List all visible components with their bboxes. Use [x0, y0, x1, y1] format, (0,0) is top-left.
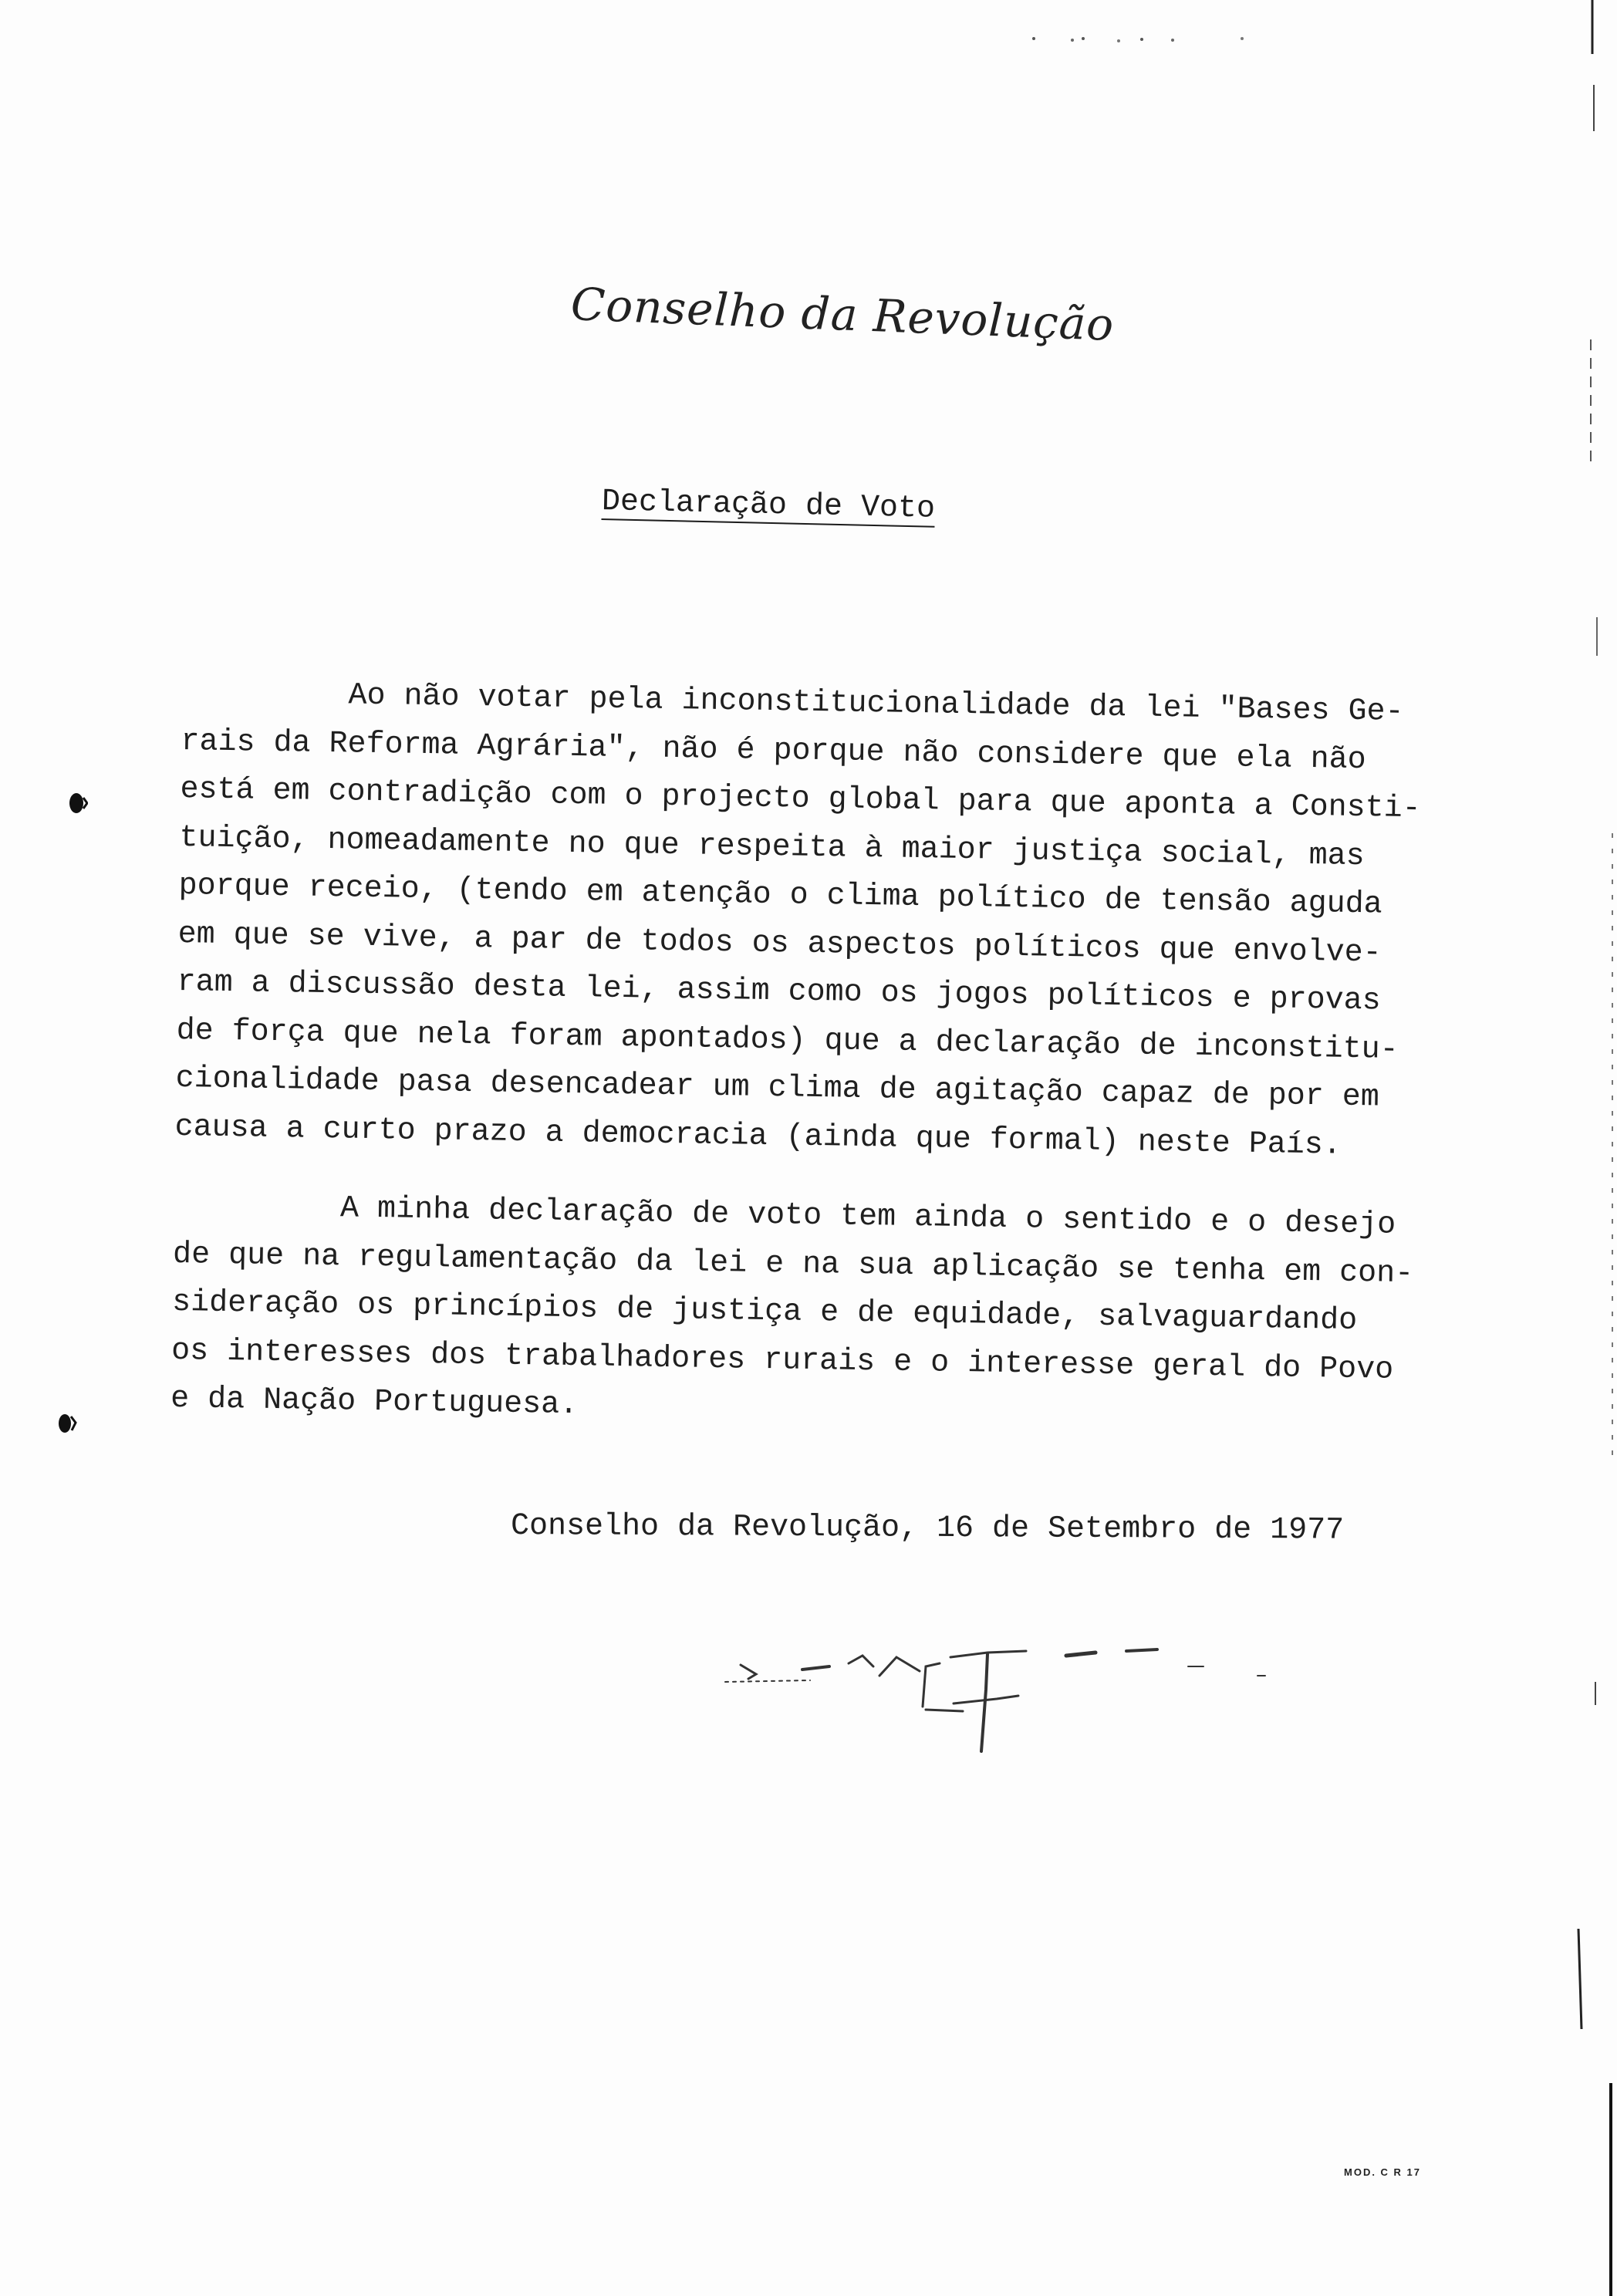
text-line: ram a discussão desta lei, assim como os jogos políticos e provas — [177, 964, 1382, 1019]
text-line: e da Nação Portuguesa. — [170, 1381, 579, 1423]
text-line: está em contradição com o projecto global para que aponta a Consti- — [180, 772, 1421, 827]
signoff-place-date: Conselho da Revolução, 16 de Setembro de 1977 — [510, 1509, 1345, 1548]
paragraph-1 — [174, 670, 1509, 1173]
text-line: de que na regulamentação da lei e na sua aplicação se tenha em con- — [172, 1237, 1414, 1292]
paragraph-2 — [170, 1183, 1501, 1444]
text-line: sideração os princípios de justiça e de equidade, salvaguardando — [171, 1285, 1358, 1339]
page-title: Declaração de Voto — [601, 485, 936, 527]
punch-hole-top-icon — [68, 790, 88, 816]
letterhead: Conselho da Revolução — [569, 278, 1116, 352]
text-line: cionalidade pasa desencadear um clima de agitação capaz de por em — [175, 1061, 1380, 1116]
declaration-body — [170, 670, 1509, 1444]
text-line: em que se vive, a par de todos os aspectos políticos que envolve- — [177, 917, 1382, 971]
punch-hole-bottom-icon — [57, 1410, 77, 1437]
signature-icon — [694, 1636, 1296, 1774]
form-code: MOD. C R 17 — [1344, 2166, 1422, 2178]
text-line: porque receio, (tendo em atenção o clima político de tensão aguda — [178, 868, 1383, 923]
text-line: causa a curto prazo a democracia (ainda que formal) neste País. — [174, 1109, 1342, 1163]
text-line: de força que nela foram apontados) que a declaração de inconstitu- — [176, 1013, 1399, 1068]
text-line: A minha declaração de voto tem ainda o sentido e o desejo — [173, 1188, 1396, 1243]
text-line: Ao não votar pela inconstitucionalidade da lei "Bases Ge- — [181, 675, 1404, 730]
scan-edge-marks — [1574, 0, 1617, 2296]
text-line: rais da Reforma Agrária", não é porque não considere que ela não — [181, 724, 1366, 778]
text-line: tuição, nomeadamente no que respeita à maior justiça social, mas — [179, 820, 1365, 874]
scan-specks-top — [1026, 31, 1257, 46]
text-line: os interesses dos trabalhadores rurais e o interesse geral do Povo — [170, 1333, 1394, 1388]
